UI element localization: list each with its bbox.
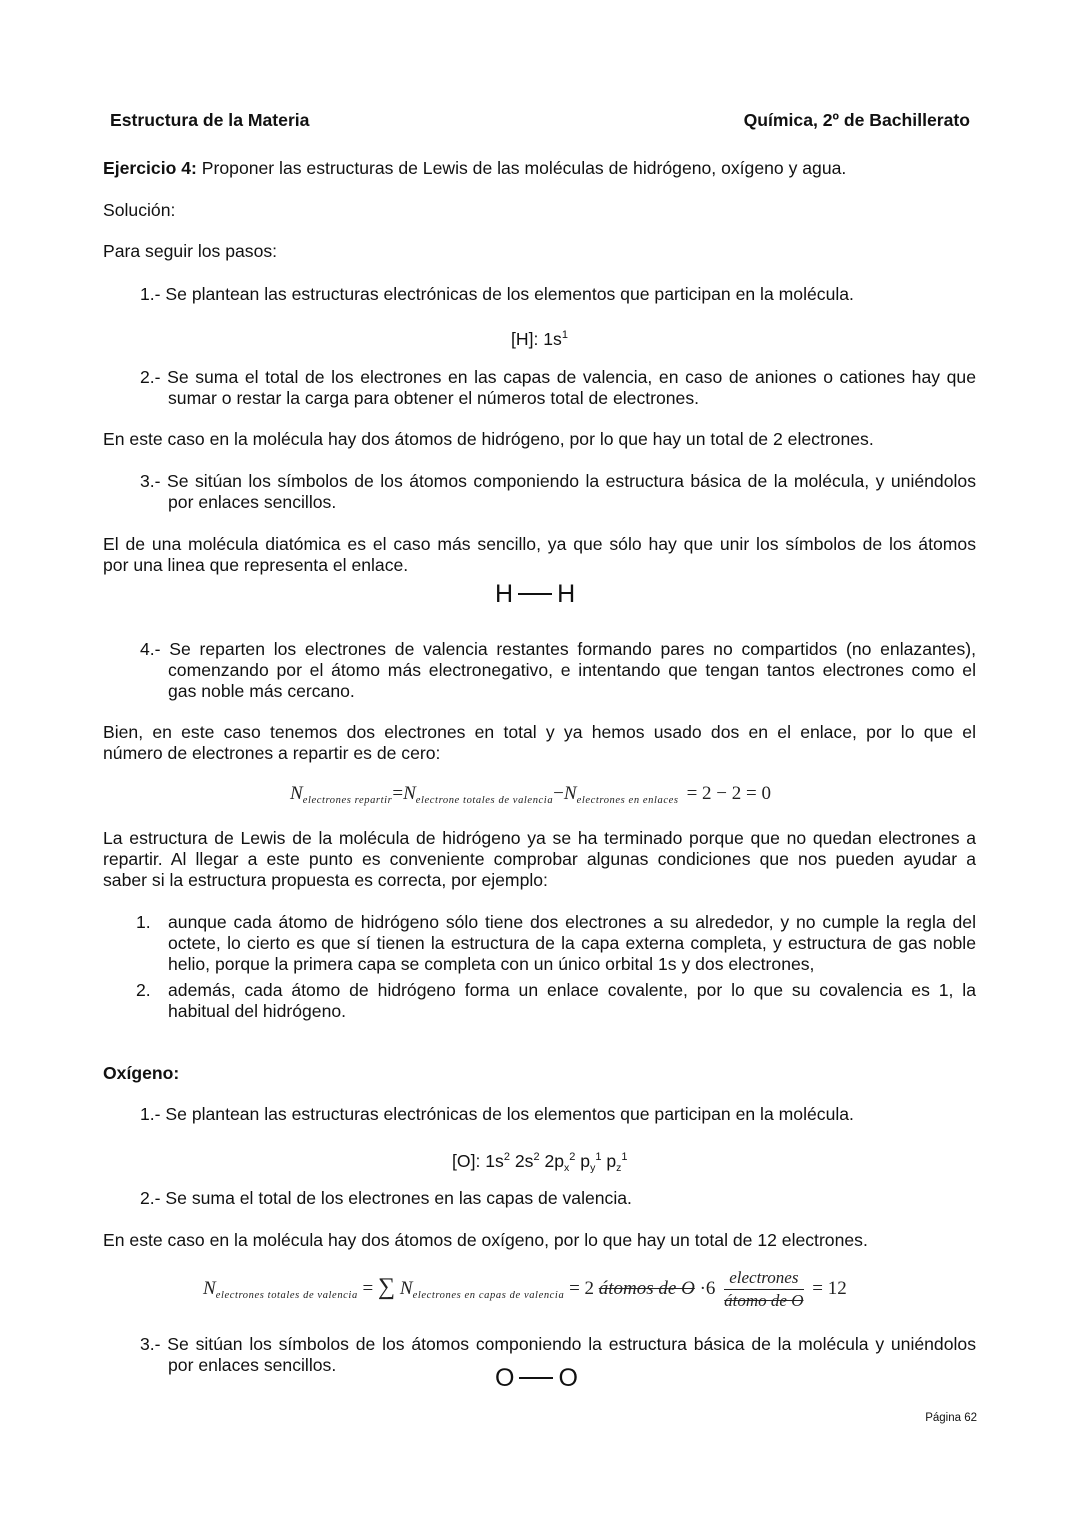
h-step-2-line-1: 2.- Se suma el total de los electrones en las capas de valencia, en caso de aniones o cationes hay que	[140, 367, 976, 387]
o-config-sup-4: 1	[595, 1151, 602, 1163]
oxygen-section-title: Oxígeno:	[103, 1063, 180, 1083]
o-step-1: 1.- Se plantean las estructuras electrónicas de los elementos que participan en la molécula.	[140, 1104, 854, 1124]
h2-lewis-structure	[495, 580, 575, 609]
eq-o-fraction	[724, 1268, 803, 1311]
o-atom-right: O	[558, 1364, 578, 1392]
h-paragraph-4-line-1: La estructura de Lewis de la molécula de hidrógeno ya se ha terminado porque que no quedan electrones a	[103, 828, 976, 848]
eq-minus: −	[553, 783, 564, 804]
o-config-sup-1: 2	[503, 1151, 510, 1163]
h-paragraph-4-line-2: repartir. Al llegar a este punto es conveniente comprobar algunas condiciones que nos pueden ayudar a	[103, 849, 976, 869]
eq-sub-valencia: electrone totales de valencia	[415, 795, 554, 806]
o-config-1s: [O]: 1s	[452, 1151, 504, 1171]
eq-o-result: = 12	[812, 1277, 847, 1299]
h-electron-count-equation	[290, 783, 771, 806]
h-step-4-line-2: comenzando por el átomo más electronegativo, e intentando que tengan tantos electrones como el	[168, 660, 976, 680]
h-atom-left: H	[495, 580, 514, 608]
h-config-sup: 1	[561, 329, 568, 341]
eq-n-1: N	[290, 783, 303, 804]
fraction-denominator: átomo de O	[724, 1291, 804, 1310]
o2-lewis-structure	[495, 1364, 578, 1393]
eq-o-n-1: N	[203, 1277, 216, 1299]
o-config-pz: p	[601, 1151, 617, 1171]
h-step-2-line-2: sumar o restar la carga para obtener el números total de electrones.	[168, 388, 700, 408]
list-item-2-line-1: además, cada átomo de hidrógeno forma un enlace covalente, por lo que su covalencia es 1, la	[168, 980, 976, 1000]
page-number: Página 62	[925, 1412, 977, 1424]
o-config-sub-z: z	[616, 1162, 622, 1174]
eq-equals: =	[392, 783, 404, 804]
eq-o-sub-capas: electrones en capas de valencia	[412, 1289, 565, 1301]
h-atom-right: H	[557, 580, 576, 608]
eq-o-atoms-cancelled: átomos de O	[598, 1277, 695, 1299]
list-item-1-line-1: aunque cada átomo de hidrógeno sólo tiene dos electrones a su alrededor, y no cumple la regla del	[168, 912, 976, 932]
o-paragraph-1: En este caso en la molécula hay dos átomos de oxígeno, por lo que hay un total de 12 electrones.	[103, 1230, 868, 1250]
eq-o-n-2: N	[399, 1277, 413, 1299]
header-course: Química, 2º de Bachillerato	[743, 110, 970, 130]
eq-sub-enlaces: electrones en enlaces	[576, 795, 679, 806]
o-step-3-line-1: 3.- Se sitúan los símbolos de los átomos componiendo la estructura básica de la molécula y uniéndolos	[140, 1334, 976, 1354]
o-step-2: 2.- Se suma el total de los electrones en las capas de valencia.	[140, 1188, 632, 1208]
exercise-statement	[103, 158, 846, 179]
single-bond	[518, 593, 552, 595]
h-step-3-line-2: por enlaces sencillos.	[168, 492, 337, 512]
h-step-4-line-3: gas noble más cercano.	[168, 681, 355, 701]
h-paragraph-2-line-1: El de una molécula diatómica es el caso más sencillo, ya que sólo hay que unir los símbolos de los átomos	[103, 534, 976, 554]
h-step-3-line-1: 3.- Se sitúan los símbolos de los átomos componiendo la estructura básica de la molécula, y uniéndolos	[140, 471, 976, 491]
single-bond	[519, 1377, 553, 1379]
o-config-sup-2: 2	[533, 1151, 540, 1163]
list-item-1-line-2: octete, lo cierto es que sí tienen la estructura de la capa externa completa, y estructura de gas noble	[168, 933, 976, 953]
exercise-text: Proponer las estructuras de Lewis de las moléculas de hidrógeno, oxígeno y agua.	[196, 158, 847, 178]
eq-o-two: = 2	[569, 1277, 595, 1299]
h-paragraph-3-line-1: Bien, en este caso tenemos dos electrones en total y ya hemos usado dos en el enlace, por lo que el	[103, 722, 976, 742]
o-config-sup-3: 2	[569, 1151, 576, 1163]
header-subject: Estructura de la Materia	[110, 110, 310, 130]
o-electron-config	[452, 1147, 628, 1179]
o-electron-count-equation	[203, 1268, 847, 1311]
exercise-label: Ejercicio 4:	[103, 158, 197, 178]
o-config-2p: 2p	[539, 1151, 565, 1171]
list-number-2: 2.	[136, 980, 151, 1000]
h-step-1: 1.- Se plantean las estructuras electrónicas de los elementos que participan en la molécula.	[140, 284, 854, 304]
list-number-1: 1.	[136, 912, 151, 932]
solution-label: Solución:	[103, 200, 176, 220]
eq-o-times-six: ·6	[699, 1277, 716, 1299]
steps-intro: Para seguir los pasos:	[103, 241, 278, 261]
o-config-sub-x: x	[564, 1162, 570, 1174]
o-atom-left: O	[495, 1364, 515, 1392]
o-config-sub-y: y	[590, 1162, 596, 1174]
o-config-2s: 2s	[509, 1151, 534, 1171]
h-paragraph-4-line-3: saber si la estructura propuesta es correcta, por ejemplo:	[103, 870, 548, 890]
eq-n-2: N	[403, 783, 416, 804]
h-step-4-line-1: 4.- Se reparten los electrones de valencia restantes formando pares no compartidos (no enlazantes),	[140, 639, 976, 659]
o-config-sup-5: 1	[621, 1151, 628, 1163]
summation-sign: ∑	[378, 1273, 396, 1300]
eq-o-equals: =	[362, 1277, 374, 1299]
h-paragraph-2-line-2: por una linea que representa el enlace.	[103, 555, 409, 575]
list-item-1-line-3: helio, porque la primera capa se completa con un único orbital 1s y dos electrones,	[168, 954, 815, 974]
fraction-numerator: electrones	[724, 1268, 803, 1290]
eq-o-sub-totales: electrones totales de valencia	[215, 1289, 358, 1301]
eq-n-3: N	[563, 783, 577, 804]
h-config-text: [H]: 1s	[511, 329, 562, 349]
o-config-py: p	[575, 1151, 591, 1171]
list-item-2-line-2: habitual del hidrógeno.	[168, 1001, 347, 1021]
h-paragraph-3-line-2: número de electrones a repartir es de cero:	[103, 743, 441, 763]
eq-result: = 2 − 2 = 0	[686, 783, 771, 804]
eq-sub-repartir: electrones repartir	[302, 795, 393, 806]
h-electron-config	[511, 325, 568, 350]
h-paragraph-1: En este caso en la molécula hay dos átomos de hidrógeno, por lo que hay un total de 2 electrones.	[103, 429, 874, 449]
o-step-3-line-2: por enlaces sencillos.	[168, 1355, 337, 1375]
